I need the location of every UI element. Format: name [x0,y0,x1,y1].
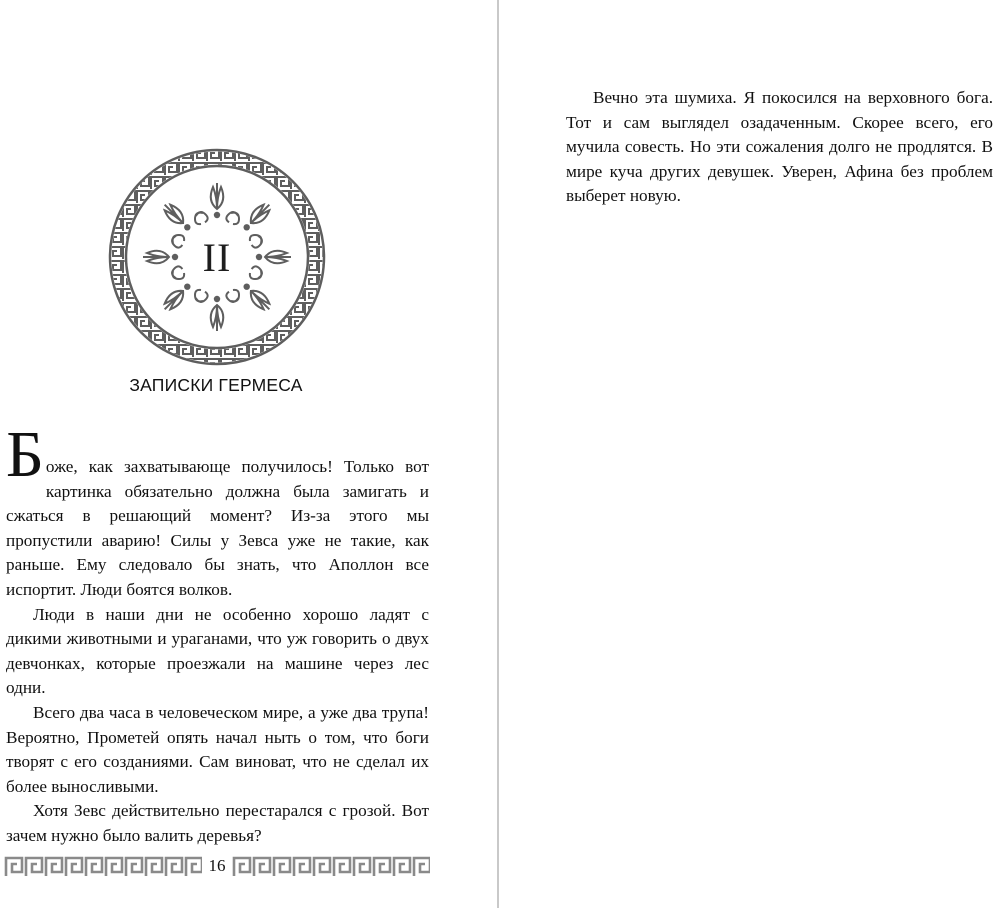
right-page-body [566,86,993,209]
greek-key-border-icon [4,854,202,880]
paragraph-4: Хотя Зевс действительно перестарался с грозой. Вот зачем нужно было валить деревья? [6,801,429,845]
drop-cap: Б [6,418,44,491]
paragraph-2: Люди в наши дни не особенно хорошо ладят с дикими животными и ураганами, что уж говорить о двух девчонках, которые проезжали на машине через лес одни. [6,604,429,698]
left-page-body [6,418,429,849]
paragraph-right-1: Вечно эта шумиха. Я покосился на верховного бога. Тот и сам выглядел озадаченным. Скорее всего, его мучила совесть. Но эти сожаления долго не продлятся. В мире куча других девушек. Уверен, Афина без проблем выберет новую. [566,88,993,206]
page-number: 16 [208,856,226,875]
paragraph-1-text: оже, как захватывающе получилось! Только вот картинка обязательно должна была замигать и сжаться в решающий момент? Из-за этого мы пропустили аварию! Силы у Зевса уже не такие, как раньше. Ему следовало бы знать, что Аполлон все испортит. Люди боятся волков. [6,457,429,599]
paragraph-3: Всего два часа в человеческом мире, а уже два трупа! Вероятно, Прометей опять начал ныть о том, что боги творят с его созданиями. Сам виноват, что не сделал их более выносливыми. [6,702,429,796]
paragraph-1 [6,418,429,603]
book-gutter [497,0,499,908]
greek-key-border-icon [232,854,430,880]
chapter-numeral: II [202,234,232,280]
chapter-title: ЗАПИСКИ ГЕРМЕСА [129,375,303,395]
left-page [0,0,498,908]
